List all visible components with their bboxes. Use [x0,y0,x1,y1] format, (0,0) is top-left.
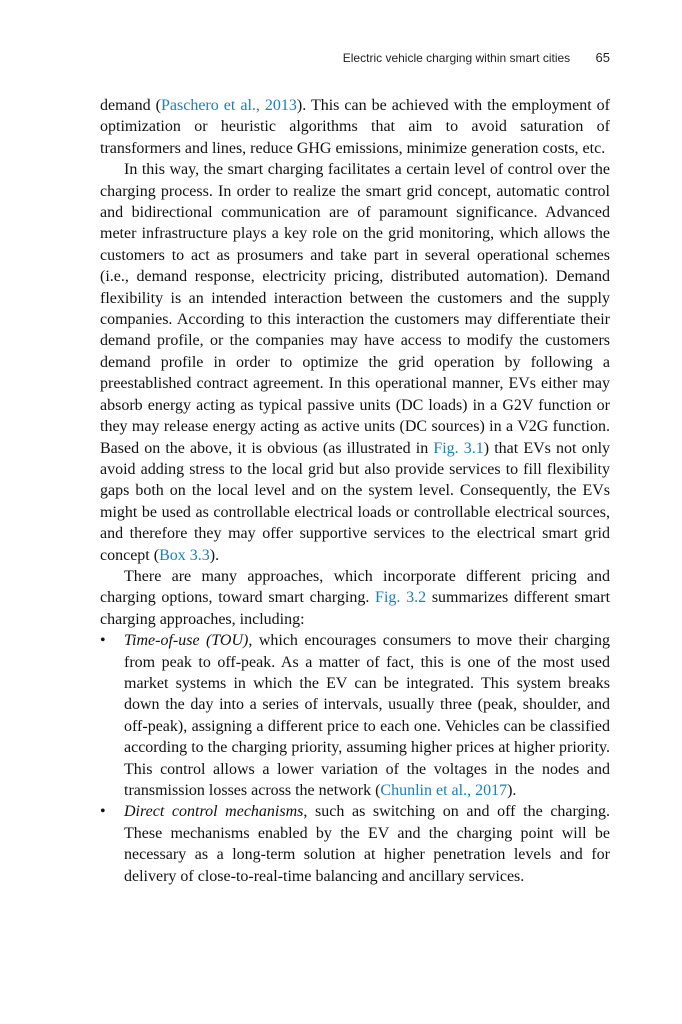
text-span: demand ( [100,97,161,114]
text-span: ) that EVs not only avoid adding stress to the local grid but also provide services to fill flexibility gaps both on the local level and on the system level. Consequently, the EVs might be used as controllable electrical loads or controllable electrical sources, and therefore they may offer supportive services to the electrical smart grid concept ( [100,439,611,564]
text-span: ). [507,782,517,799]
text-span: which encourages consumers to move their charging from peak to off-peak. As a matter of fact, this is one of the most used market systems in which the EV can be integrated. This system breaks down the day into a series of intervals, usually three (peak, shoulder, and off-peak), assigning a different price to each one. Vehicles can be classified according to the charging priority, assuming higher prices at higher priority. This control allows a lower variation of the voltages in the nodes and transmission losses across the network ( [124,632,610,799]
term-time-of-use: Time-of-use (TOU), [124,632,253,650]
running-header [343,50,610,65]
approaches-list [100,630,610,887]
text-span: ). This can be achieved with the employment of optimization or heuristic algorithms that aim to avoid saturation of transformers and lines, reduce GHG emissions, minimize generation costs, etc. [100,97,610,157]
page-number: 65 [595,50,610,65]
figure-link-3-2[interactable]: Fig. 3.2 [375,589,427,607]
body-text [100,95,610,887]
bullet-icon: • [100,803,106,821]
box-link-3-3[interactable]: Box 3.3 [159,546,210,564]
bullet-icon: • [100,632,106,650]
citation-link-paschero[interactable]: Paschero et al., 2013 [161,97,297,114]
term-direct-control: Direct control mechanisms [124,803,304,821]
paragraph-1 [100,95,610,159]
text-span: summarizes different smart charging approaches, including: [100,589,611,628]
text-span: ). [209,546,220,564]
list-item-direct-control [100,801,610,887]
text-span: , such as switching on and off the charging. These mechanisms enabled by the EV and the charging point will be necessary as a long-term solution at higher penetration levels and for delivery of close-to-real-time balancing and ancillary services. [124,803,611,885]
text-span: In this way, the smart charging facilitates a certain level of control over the charging process. In order to realize the smart grid concept, automatic control and bidirectional communication are of paramount significance. Advanced meter infrastructure plays a key role on the grid monitoring, which allows the customers to act as prosumers and take part in several operational schemes (i.e., demand response, electricity pricing, distributed automation). Demand flexibility is an intended interaction between the customers and the supply companies. According to this interaction the customers may differentiate their demand profile, or the companies may have access to modify the customers demand profile in order to optimize the grid operation by following a preestablished contract agreement. In this operational manner, EVs either may absorb energy acting as typical passive units (DC loads) in a G2V function or they may release energy acting as active units (DC sources) in a V2G function. Based on the above, it is obvious (as illustrated in [100,161,610,457]
running-title: Electric vehicle charging within smart cities [342,51,571,65]
paragraph-3 [100,566,610,630]
citation-link-chunlin[interactable]: Chunlin et al., 2017 [380,782,508,799]
text-span: There are many approaches, which incorporate different pricing and charging options, toward smart charging. [100,567,610,607]
figure-link-3-1[interactable]: Fig. 3.1 [433,439,484,457]
list-item-tou [100,630,610,801]
paragraph-2 [100,159,610,566]
